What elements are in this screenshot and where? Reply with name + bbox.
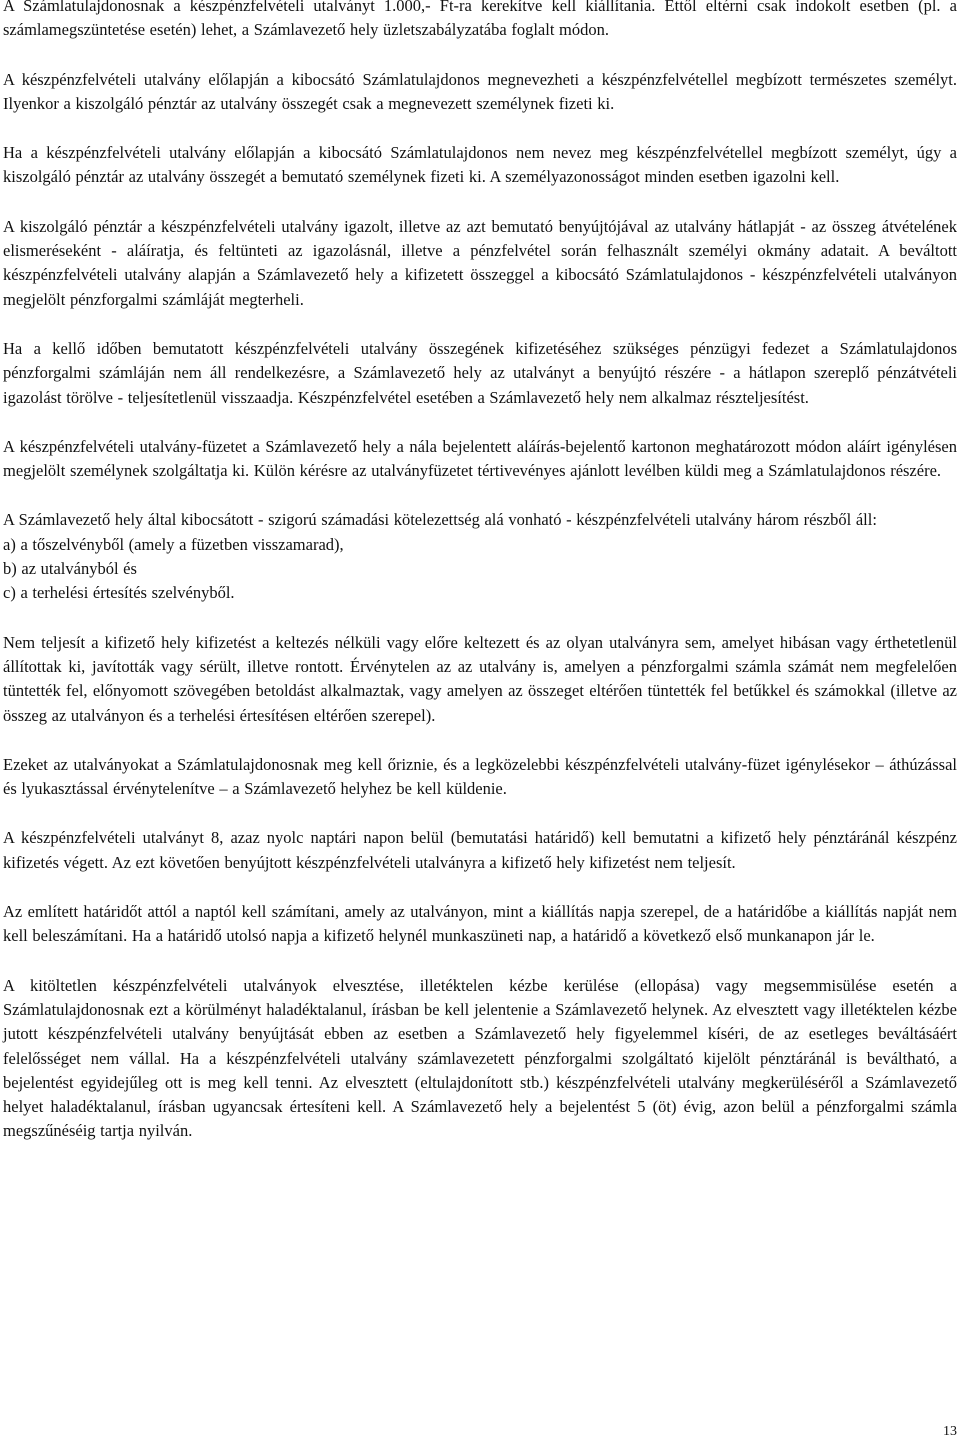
paragraph-rounding: A Számlatulajdonosnak a készpénzfelvételi utalványt 1.000,- Ft-ra kerekítve kell kiállítania. Ettől eltérni csak indokolt esetben (pl. a számlamegszüntetése esetén) lehet, a Számlavezető hely üzletszabályzatába foglalt módon. [3,0,957,40]
paragraph-deadline-calculation: Az említett határidőt attól a naptól kell számítani, amely az utalványon, mint a kiállítás napja szerepel, de a határidőbe a kiállítás napját nem kell beleszámítani. Ha a határidő utolsó napja a kifizető helynél munkaszüneti nap, a határidő a következő első munkanapon jár le. [3,902,957,946]
paragraph-cash-desk: A kiszolgáló pénztár a készpénzfelvételi utalvány igazolt, illetve az azt bemutató benyújtójával az utalvány hátlapját - az összeg átvételének elismeréseként - aláíratja, és feltünteti az igazolásnál, illetve a pénzfelvétel során felhasznált személyi okmány adatait. A beváltott készpénzfelvételi utalvány alapján a Számlavezető hely a kifizetett összeggel a kibocsátó Számlatulajdonos - készpénzfelvételi utalványon megjelölt pénzforgalmi számláját megterheli. [3,216,957,309]
document-body [3,0,957,1169]
paragraph-insufficient-funds: Ha a kellő időben bemutatott készpénzfelvételi utalvány összegének kifizetéséhez szükséges pénzügyi fedezet a Számlatulajdonos pénzforgalmi számláján nem áll rendelkezésre, a Számlavezető hely az utalványt a benyújtó részére - a hátlapon szereplő pénzátvételi igazolást törölve - teljesítetlenül visszaadja. Készpénzfelvétel esetében a Számlavezető hely nem alkalmaz részteljesítést. [3,338,957,407]
paragraph-lost-vouchers: A kitöltetlen készpénzfelvételi utalványok elvesztése, illetéktelen kézbe kerülése (ellopása) vagy megsemmisülése esetén a Számlatulajdonosnak ezt a körülményt haladéktalanul, írásban be kell jelentenie a Számlavezető helynek. Az elvesztett vagy illetéktelen kézbe jutott készpénzfelvételi utalvány benyújtását ebben az esetben a Számlavezető hely figyelemmel kíséri, de az esetleges beváltásáért felelősséget nem vállal. Ha a készpénzfelvételi utalvány számlavezetett pénzforgalmi szolgáltató kijelölt pénztáránál is beváltható, a bejelentést egyidejűleg ott is meg kell tenni. Az elvesztett (eltulajdonított stb.) készpénzfelvételi utalvány megkerüléséről a Számlavezető helyet haladéktalanul, írásban ugyancsak értesíteni kell. A Számlavezető hely a bejelentést 5 (öt) évig, azon belül a pénzforgalmi számla megszűnéséig tartja nyilván. [3,975,957,1141]
paragraph-presentation-deadline: A készpénzfelvételi utalványt 8, azaz nyolc naptári napon belül (bemutatási határidő) kell bemutatni a kifizető hely pénztáránál készpénz kifizetés végett. Az ezt követően benyújtott készpénzfelvételi utalványra a kifizető hely kifizetést nem teljesít. [3,828,957,872]
paragraph-booklet-delivery: A készpénzfelvételi utalvány-füzetet a Számlavezető hely a nála bejelentett aláírás-bejelentő kartonon meghatározott módon aláírt igénylésen megjelölt személynek szolgáltatja ki. Külön kérésre az utalványfüzetet tértivevényes ajánlott levélben küldi meg a Számlatulajdonos részére. [3,436,957,481]
page-number: 13 [943,1424,957,1439]
paragraph-voucher-parts: A Számlavezető hely által kibocsátott - szigorú számadási kötelezettség alá vonható - készpénzfelvételi utalvány három részből áll: a) a tőszelvényből (amely a füzetben visszamarad), b) az utalványból és c) a terhelési értesítés szelvényből. [3,510,877,603]
paragraph-return-vouchers: Ezeket az utalványokat a Számlatulajdonosnak meg kell őriznie, és a legközelebbi készpénzfelvételi utalvány-füzet igénylésekor – áthúzással és lyukasztással érvénytelenítve – a Számlavezető helyhez be kell küldenie. [3,754,957,799]
paragraph-invalid-voucher: Nem teljesít a kifizető hely kifizetést a keltezés nélküli vagy előre keltezett és az olyan utalványra sem, amelyet hibásan vagy érthetetlenül állítottak ki, javították vagy sérült, illetve rontott. Érvénytelen az az utalvány is, amelyen a pénzforgalmi számla számát nem megfelelően tüntették fel, előnyomott szövegében betoldást alkalmaztak, vagy amelyen az összeget eltérően tüntették fel betűkkel és számokkal (illetve az összeg az utalványon és a terhelési értesítésen eltérően szerepel). [3,632,957,725]
paragraph-bearer: Ha a készpénzfelvételi utalvány előlapján a kibocsátó Számlatulajdonos nem nevez meg készpénzfelvétellel megbízott személyt, úgy a kiszolgáló pénztár az utalvány összegét a bemutató személynek fizeti ki. A személyazonosságot minden esetben igazolni kell. [3,143,957,187]
paragraph-named-person: A készpénzfelvételi utalvány előlapján a kibocsátó Számlatulajdonos megnevezheti a készpénzfelvétellel megbízott természetes személyt. Ilyenkor a kiszolgáló pénztár az utalvány összegét csak a megnevezett személynek fizeti ki. [3,69,957,113]
